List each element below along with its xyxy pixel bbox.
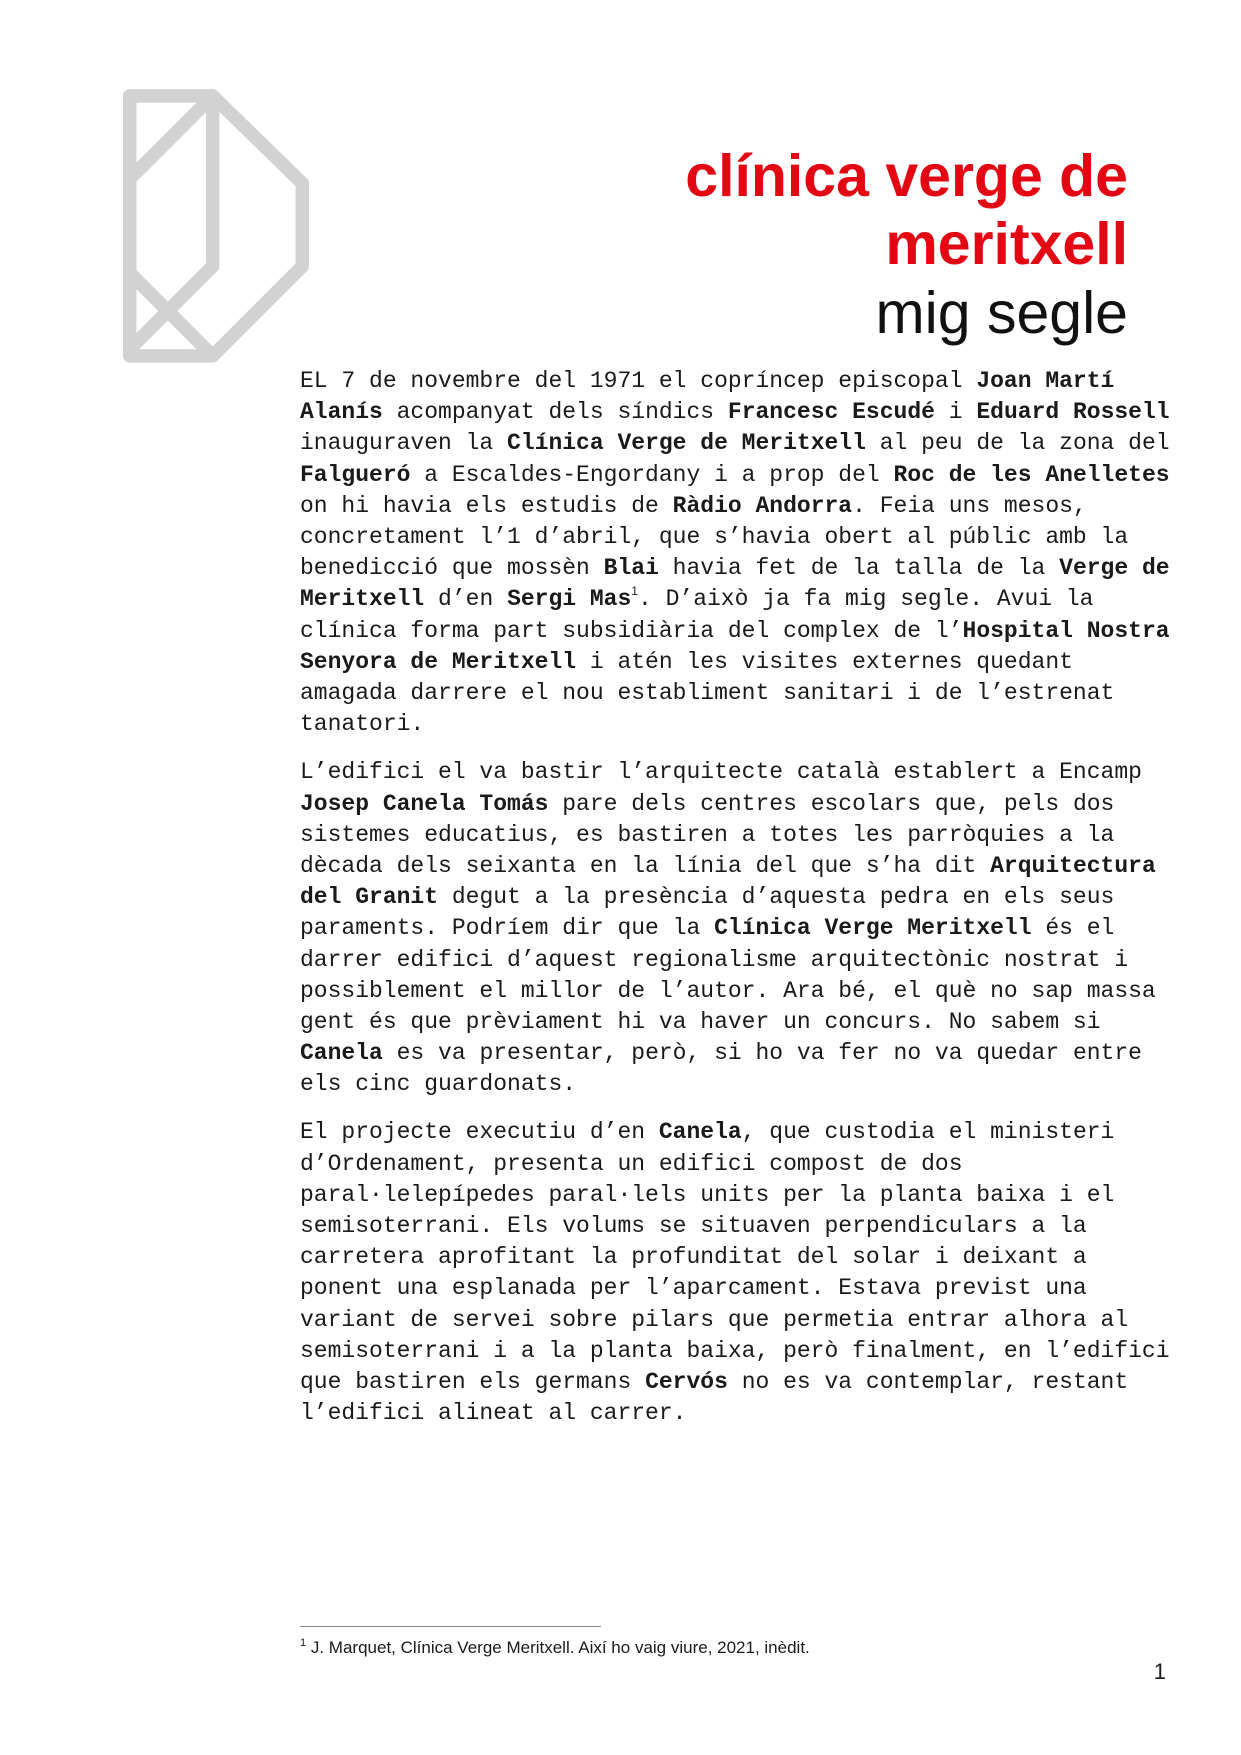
body-paragraph xyxy=(300,366,1175,740)
text-run: EL 7 de novembre del 1971 el copríncep episcopal xyxy=(300,368,977,394)
footnote-reference: 1 xyxy=(631,584,638,599)
text-run: . D’això ja fa mig segle. Avui la clínica forma part subsidiària del complex de l’ xyxy=(300,586,1094,644)
bold-term: Eduard Rossell xyxy=(976,399,1170,426)
text-run: al peu de la zona del xyxy=(865,430,1170,457)
footnote xyxy=(300,1638,810,1658)
body-paragraph xyxy=(300,757,1175,1100)
text-run: a Escaldes-Engordany i a prop del xyxy=(410,461,894,488)
page-title-line: clínica verge de xyxy=(685,143,1128,209)
bold-term: Francesc Escudé xyxy=(727,399,935,426)
text-run: degut a la presència d’aquesta pedra en els seus paraments. Podríem dir que la xyxy=(300,884,1115,942)
page-subtitle: mig segle xyxy=(875,279,1128,346)
bold-term: Canela xyxy=(658,1119,742,1146)
text-run: . Feia uns mesos, concretament l’1 d’abril, que s’havia obert al públic amb la benedicció que mossèn xyxy=(300,492,1129,582)
bold-term: Arquitectura del Granit xyxy=(300,852,1156,911)
logo-upper-diagonal xyxy=(130,96,213,179)
bold-term: Hospital Nostra Senyora de Meritxell xyxy=(300,617,1170,675)
text-run: on hi havia els estudis de xyxy=(300,492,673,519)
title-block xyxy=(685,142,1128,347)
text-run: acompanyat dels síndics xyxy=(382,399,728,426)
bold-term: Roc de les Anelletes xyxy=(893,461,1170,488)
bold-term: Verge de Meritxell xyxy=(300,555,1170,613)
text-run: L’edifici el va bastir l’arquitecte català establert a Encamp xyxy=(300,759,1142,786)
page-number: 1 xyxy=(1153,1659,1166,1684)
footnote-marker: 1 xyxy=(300,1637,307,1649)
logo-icon xyxy=(123,89,309,365)
text-run: El projecte executiu d’en xyxy=(300,1119,659,1146)
text-run: es va presentar, però, si ho va fer no va quedar entre els cinc guardonats. xyxy=(300,1040,1142,1098)
body-paragraph xyxy=(300,1117,1175,1429)
bold-term: Sergi Mas xyxy=(507,586,632,613)
footnote-separator xyxy=(300,1626,601,1627)
bold-term: Clínica Verge de Meritxell xyxy=(507,430,866,457)
bold-term: Joan Martí Alanís xyxy=(300,368,1115,426)
bold-term: Cervós xyxy=(645,1369,728,1396)
text-run: és el darrer edifici d’aquest regionalisme arquitectònic nostrat i possiblement el millor de l’autor. Ara bé, el què no sap massa gent és que prèviament hi va haver un concurs. No sabem si xyxy=(300,915,1156,1035)
text-run: i atén les visites externes quedant amagada darrere el nou establiment sanitari i de l’estrenat tanatori. xyxy=(300,648,1115,738)
body-text xyxy=(300,366,1175,1429)
text-run: i xyxy=(934,399,977,426)
text-run: pare dels centres escolars que, pels dos sistemes educatius, es bastiren a totes les parròquies a la dècada dels seixanta en la línia del que s’ha dit xyxy=(300,790,1115,879)
text-run: , que custodia el ministeri d’Ordenament, presenta un edifici compost de dos paral·lelepípedes paral·lels units per la planta baixa i el semisoterrani. Els volums se situaven perpendiculars a la carretera aprofitant la profunditat del solar i deixant a ponent una esplanada per l’aparcament. Estava previst una variant de servei sobre pilars que permetia entrar alhora al semisoterrani i a la planta baixa, però finalment, en l’edifici que bastiren els germans xyxy=(300,1119,1170,1396)
text-run: inauguraven la xyxy=(300,430,508,457)
text-run: havia fet de la talla de la xyxy=(658,555,1060,582)
bold-term: Clínica Verge Meritxell xyxy=(714,915,1032,942)
page-title-line: meritxell xyxy=(885,211,1128,278)
text-run: d’en xyxy=(424,586,508,613)
bold-term: Josep Canela Tomás xyxy=(300,790,549,817)
bold-term: Falgueró xyxy=(300,461,411,488)
text-run: no es va contemplar, restant l’edifici alineat al carrer. xyxy=(300,1369,1129,1427)
footnote-text: J. Marquet, Clínica Verge Meritxell. Així ho vaig viure, 2021, inèdit. xyxy=(310,1638,810,1657)
bold-term: Ràdio Andorra xyxy=(672,492,853,519)
bold-term: Canela xyxy=(300,1040,383,1067)
bold-term: Blai xyxy=(603,555,659,582)
